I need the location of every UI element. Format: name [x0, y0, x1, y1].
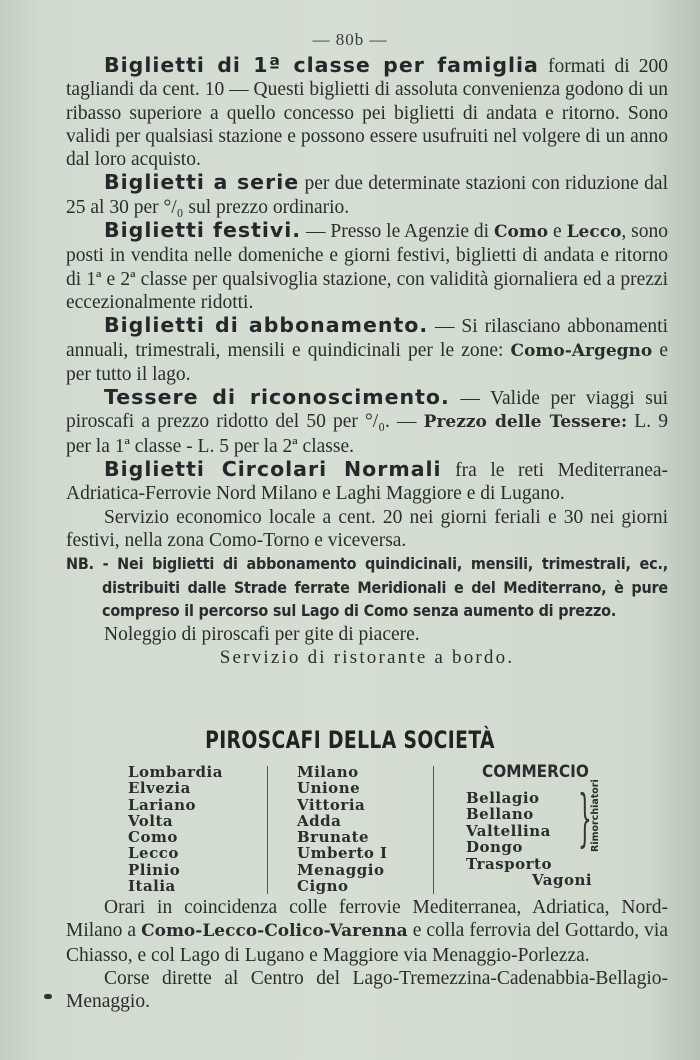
- heading-family-tickets: Biglietti di 1ª classe per famiglia: [104, 53, 539, 77]
- heading-holiday-tickets: Biglietti festivi.: [104, 218, 302, 243]
- ship-name: Bellano: [466, 805, 534, 824]
- text-identity-cards-a: — Valide per viaggi sui piroscafi a prezzo ridotto del 50 per °/₀. —: [66, 388, 668, 433]
- ship-name: Unione: [297, 779, 361, 798]
- wagons-word: Vagoni: [532, 871, 593, 890]
- text-holiday-tickets-a: — Presso le Agenzie di: [301, 221, 494, 243]
- column-divider: [433, 766, 434, 894]
- heading-subscription: Biglietti di abbonamento.: [104, 313, 429, 338]
- fleet-table: [0, 762, 700, 896]
- paragraph-circular-tickets: [66, 458, 668, 506]
- tariff-text: [66, 54, 668, 669]
- ship-name: Lariano: [128, 795, 196, 814]
- text-series-tickets: per due determinate stazioni con riduzione dal 25 al 30 per °/₀ sul prezzo ordinario.: [66, 173, 669, 218]
- ship-name: Vittoria: [297, 795, 366, 814]
- ship-name: Bellagio: [466, 789, 540, 807]
- text-connections-b: e colla ferrovia del Gottardo, via Chiasso, e col Lago di Lugano e Maggiore via Menaggio-Porlezza.: [66, 920, 668, 966]
- text-connections-a: Orari in coincidenza colle ferrovie Mediterranea, Adriatica, Nord-Milano a: [66, 897, 668, 942]
- text-circular-tickets: fra le reti Mediterranea-Adriatica-Ferrovie Nord Milano e Laghi Maggiore e di Lugano.: [66, 460, 668, 505]
- text-subscription-a: — Si rilasciano abbonamenti annuali, trimestrali, mensili e quindicinali per le zone:: [66, 316, 668, 361]
- heading-series-tickets: Biglietti a serie: [104, 170, 300, 195]
- paragraph-subscription: [66, 314, 668, 386]
- text-holiday-tickets-c: , sono posti in vendita nelle domeniche e giorni festivi, biglietti di andata e ritorno di 1ª e 2ª classe per qualsivoglia stazione, con validità giornaliera ed a prezzi eccezionalmente ridotti.: [66, 221, 669, 313]
- identity-card-price-label: Prezzo delle Tessere:: [423, 412, 628, 433]
- ship-name: Adda: [297, 811, 342, 830]
- ship-name: Valtellina: [466, 821, 551, 840]
- text-identity-cards-b: L. 9 per la 1ª classe - L. 5 per la 2ª classe.: [66, 411, 668, 457]
- ship-name: Lecco: [128, 844, 179, 863]
- paragraph-local-service: Servizio economico locale a cent. 20 nei giorni feriali e 30 nei giorni festivi, nella zona Como-Torno e viceversa.: [66, 506, 668, 551]
- ship-name: Menaggio: [297, 860, 385, 879]
- restaurant-service: Servizio di ristorante a bordo.: [219, 647, 515, 669]
- paragraph-connections: [66, 896, 668, 967]
- timetable-notes: [66, 896, 668, 1013]
- ship-name: Brunate: [297, 828, 370, 847]
- paragraph-charter: Noleggio di piroscafi per gite di piacere.: [104, 623, 420, 645]
- text-holiday-tickets-b: e: [548, 221, 567, 243]
- tugboats-label: Rimorchiatori: [590, 779, 601, 852]
- ship-name: Dongo: [466, 837, 523, 856]
- town-lecco: Lecco: [566, 222, 622, 243]
- ship-name: Umberto I: [297, 844, 388, 863]
- paragraph-series-tickets: [66, 171, 668, 219]
- brace-icon: }: [578, 781, 592, 854]
- paragraph-family-tickets: [66, 54, 668, 171]
- heading-identity-cards: Tessere di riconoscimento.: [104, 385, 450, 410]
- transport-word: Trasporto: [466, 855, 552, 873]
- fleet-column-1: [128, 764, 223, 894]
- column-divider: [267, 766, 268, 894]
- text-subscription-b: e per tutto il lago.: [66, 339, 668, 385]
- ship-name: Lombardia: [128, 763, 223, 781]
- heading-circular-tickets: Biglietti Circolari Normali: [104, 457, 442, 482]
- commercio-column: [466, 790, 551, 855]
- page-number: — 80b —: [312, 30, 388, 49]
- ship-name: Como: [128, 828, 178, 847]
- paragraph-direct-routes: Corse dirette al Centro del Lago-Tremezzina-Cadenabbia-Bellagio-Menaggio.: [66, 967, 668, 1013]
- route-como-varenna: Como-Lecco-Colico-Varenna: [141, 921, 408, 942]
- transport-label: [466, 856, 592, 889]
- nota-bene: NB. - Nei biglietti di abbonamento quindicinali, mensili, trimestrali, ec., distribuiti dalle Strade ferrate Meridionali e del Mediterrano, è pure compreso il percorso sul Lago di Como senza aumento di prezzo.: [66, 554, 668, 621]
- ship-name: Elvezia: [128, 779, 191, 798]
- ink-dot: [44, 994, 52, 999]
- text-family-tickets: formati di 200 tagliandi da cent. 10 — Questi biglietti di assoluta convenienza godono di un ribasso superiore a quello concesso pei biglietti di andata e ritorno. Sono validi per qualsiasi stazione e possono essere usufruiti nel volgere di un anno dal loro acquisto.: [66, 56, 668, 171]
- zone-como-argegno: Como-Argegno: [510, 340, 653, 361]
- ship-name: Cigno: [297, 877, 349, 896]
- ship-name: Milano: [297, 763, 359, 781]
- paragraph-identity-cards: [66, 386, 668, 458]
- fleet-title: PIROSCAFI DELLA SOCIETÀ: [205, 726, 495, 754]
- ship-name: Plinio: [128, 860, 181, 879]
- ship-name: Italia: [128, 877, 176, 896]
- paragraph-holiday-tickets: [66, 219, 668, 314]
- town-como: Como: [493, 222, 549, 243]
- commercio-heading: COMMERCIO: [482, 762, 589, 782]
- ship-name: Volta: [128, 811, 174, 830]
- fleet-column-2: [297, 764, 388, 894]
